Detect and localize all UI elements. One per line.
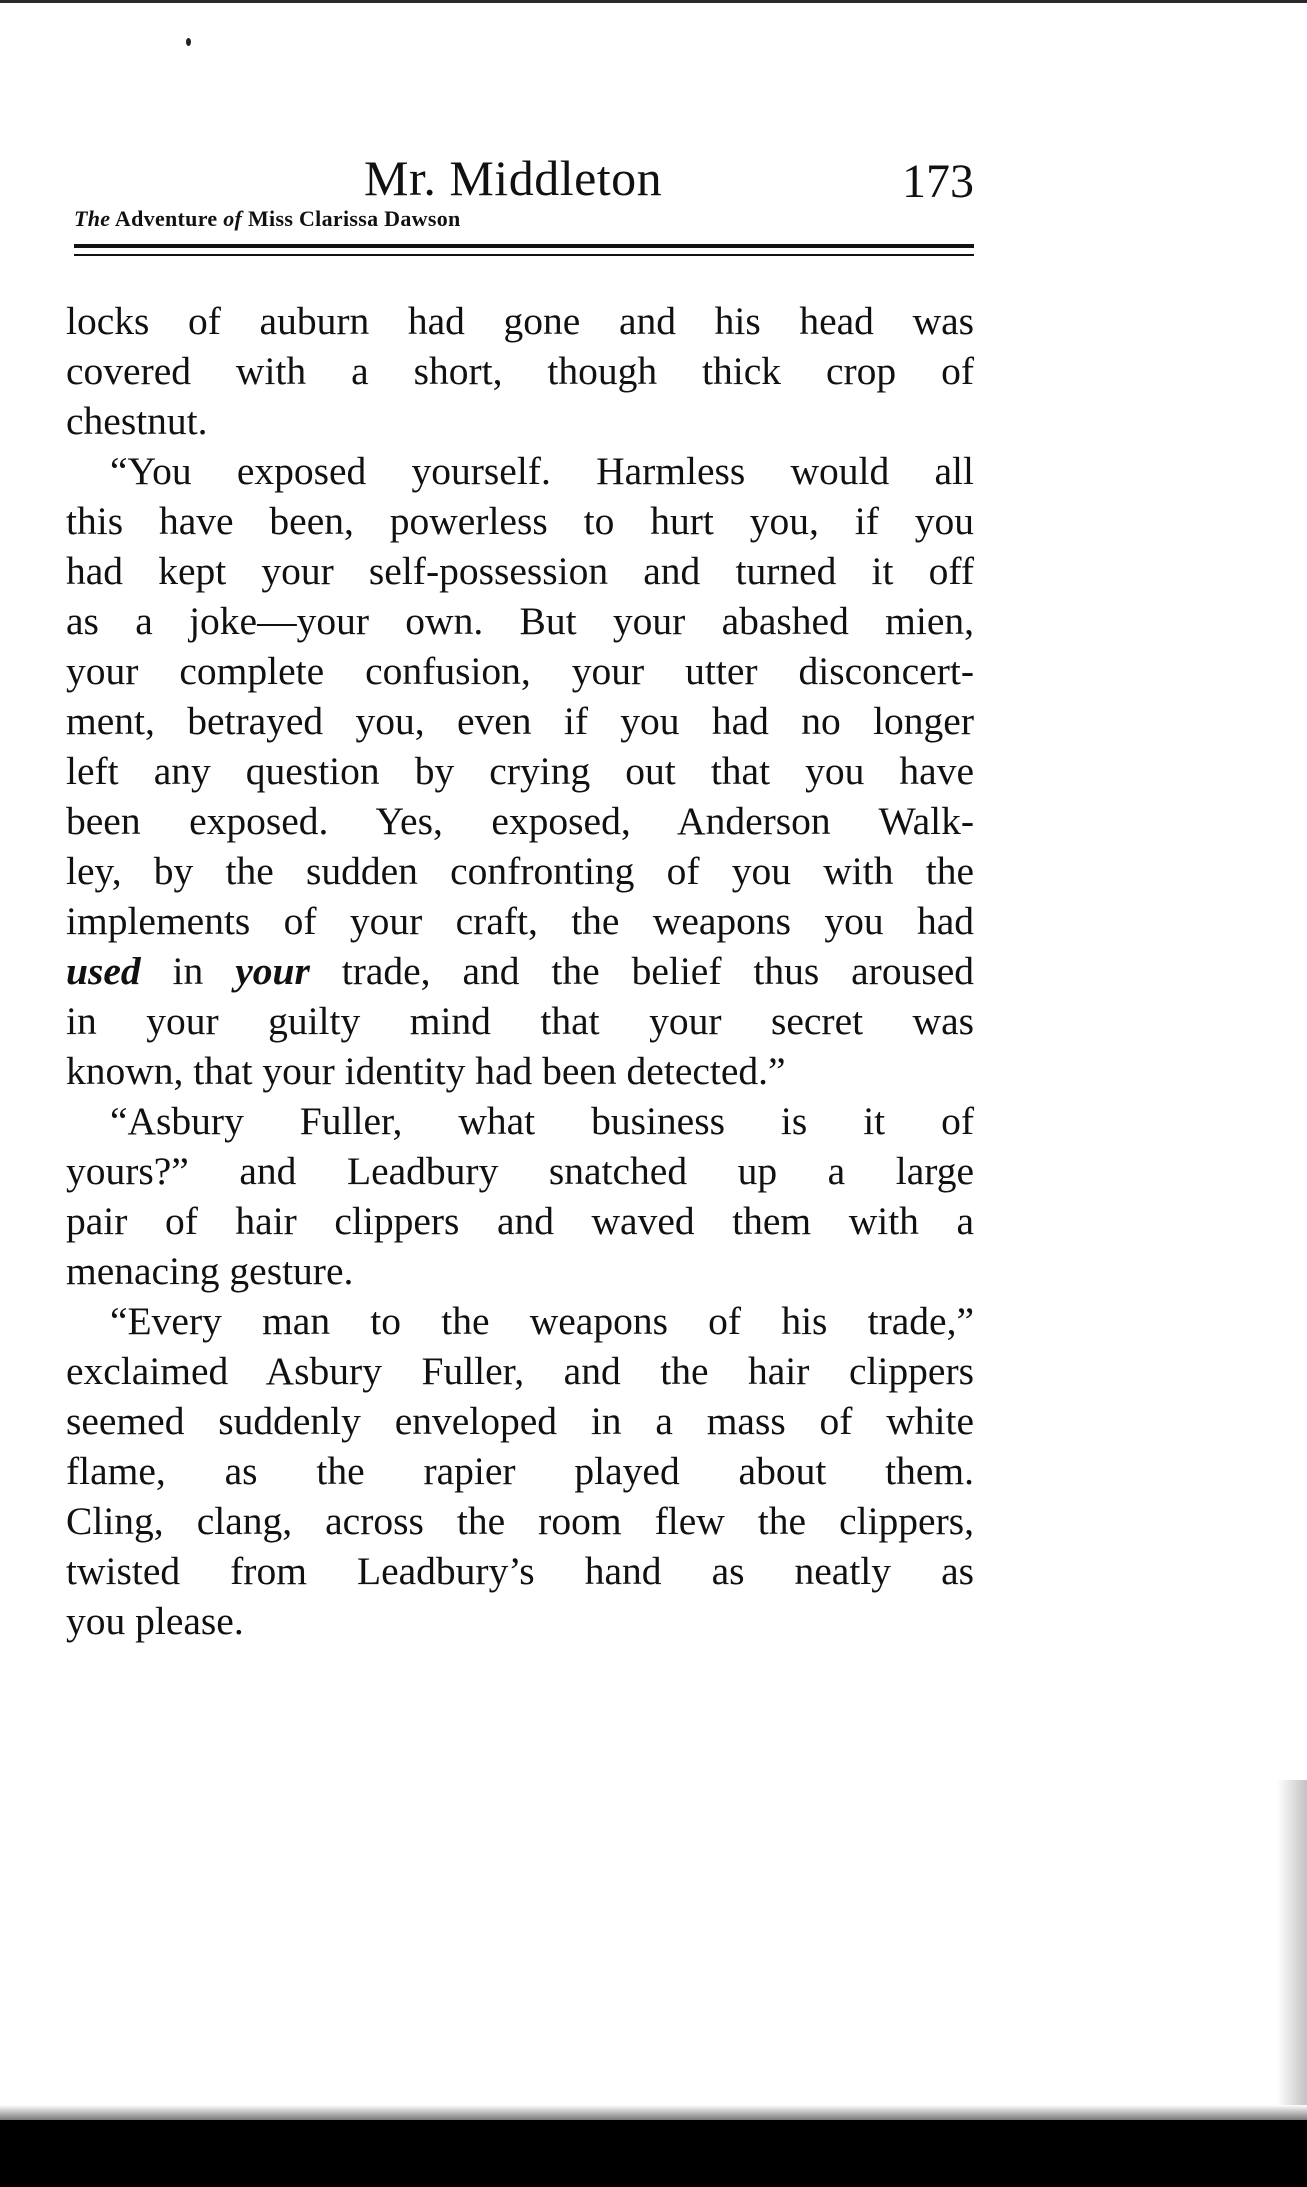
scan-bottom-border [0,2120,1307,2187]
text-line: pair of hair clippers and waved them with a [66,1199,974,1243]
page-bottom-fade [0,2105,1307,2120]
text-line: locks of auburn had gone and his head was [66,299,974,343]
text-line: “Every man to the weapons of his trade,” [110,1299,974,1343]
text-line: menacing gesture. [66,1249,354,1293]
text-line: flame, as the rapier played about them. [66,1449,974,1493]
subtitle-of: of [223,206,243,231]
text-line: Cling, clang, across the room flew the clippers, [66,1499,974,1543]
text-line: ley, by the sudden confronting of you with the [66,849,974,893]
text-line-rest: trade, and the belief thus aroused [309,949,974,993]
italic-word-used: used [66,949,141,993]
text-line: exclaimed Asbury Fuller, and the hair clippers [66,1349,974,1393]
header-rule-thin [74,254,974,256]
running-subtitle [74,206,461,232]
text-line: been exposed. Yes, exposed, Anderson Walk- [66,799,974,843]
page-number: 173 [902,155,974,208]
header-rule-thick [74,244,974,248]
text-line: twisted from Leadbury’s hand as neatly as [66,1549,974,1593]
ink-speck [186,38,191,46]
page-top-edge [0,0,1307,3]
subtitle-rest: Miss Clarissa Dawson [242,206,461,231]
body-text [66,296,974,1646]
subtitle-the: The [74,206,111,231]
text-line: your complete confusion, your utter disconcert- [66,649,974,693]
subtitle-adventure: Adventure [110,206,224,231]
text-line: as a joke—your own. But your abashed mien, [66,599,974,643]
word-in: in [140,949,236,993]
text-line: seemed suddenly enveloped in a mass of white [66,1399,974,1443]
text-line: you please. [66,1599,244,1643]
text-line: had kept your self-possession and turned it off [66,549,974,593]
text-line: “You exposed yourself. Harmless would all [110,449,974,493]
text-line: left any question by crying out that you have [66,749,974,793]
text-line: “Asbury Fuller, what business is it of [110,1099,974,1143]
text-line: this have been, powerless to hurt you, if you [66,499,974,543]
text-line: ment, betrayed you, even if you had no longer [66,699,974,743]
page-edge-shadow [1277,1780,1307,2120]
text-line: known, that your identity had been detected.” [66,1049,786,1093]
running-title: Mr. Middleton [364,150,663,206]
italic-word-your: your [235,949,310,993]
text-line: implements of your craft, the weapons you had [66,899,974,943]
text-line: covered with a short, though thick crop of [66,349,974,393]
text-line-italic [66,946,974,996]
text-line: chestnut. [66,399,208,443]
text-line: in your guilty mind that your secret was [66,999,974,1043]
text-line: yours?” and Leadbury snatched up a large [66,1149,974,1193]
